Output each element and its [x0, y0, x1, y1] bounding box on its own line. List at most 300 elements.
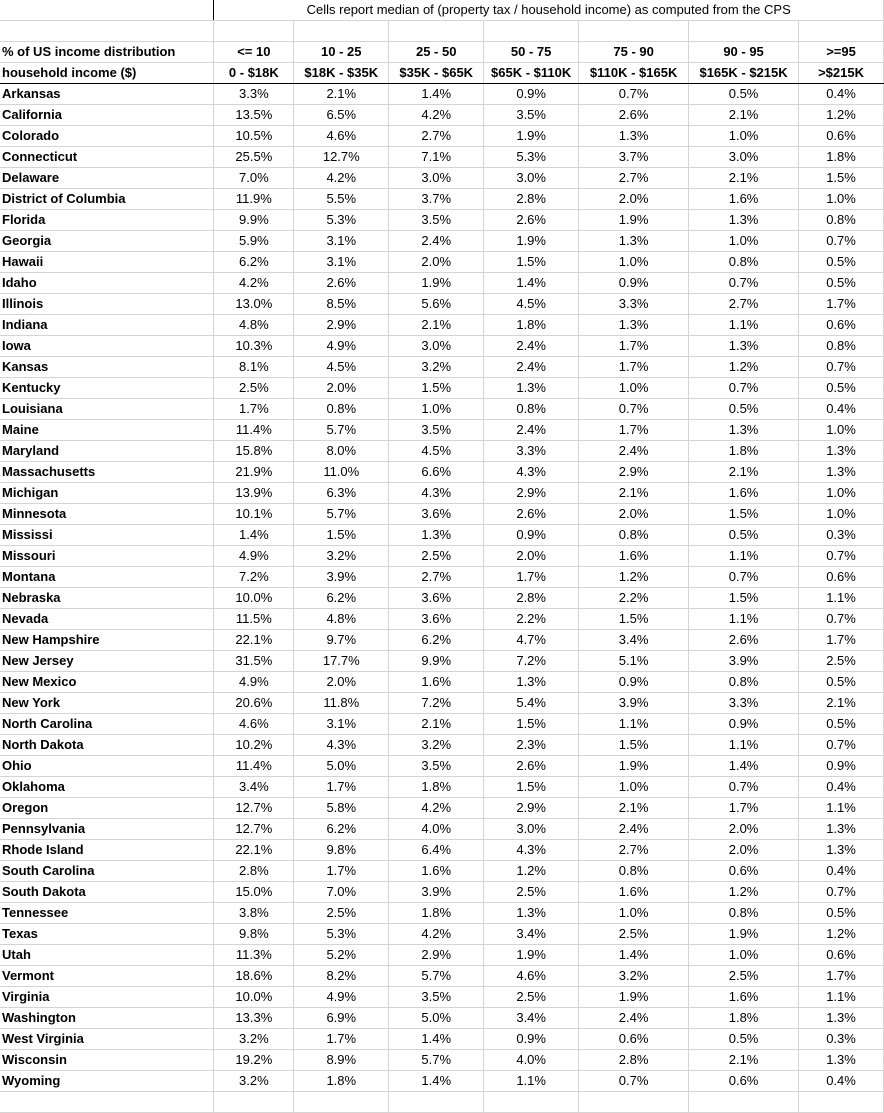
value-cell[interactable]: 3.3% [484, 441, 579, 462]
value-cell[interactable]: 5.7% [294, 420, 389, 441]
value-cell[interactable]: 5.4% [484, 693, 579, 714]
value-cell[interactable]: 1.3% [689, 420, 799, 441]
value-cell[interactable]: 1.3% [799, 462, 884, 483]
cell[interactable] [0, 21, 214, 42]
state-name-cell[interactable]: Montana [0, 567, 214, 588]
value-cell[interactable]: 4.7% [484, 630, 579, 651]
header-cell[interactable]: $110K - $165K [579, 63, 689, 84]
value-cell[interactable]: 0.5% [799, 273, 884, 294]
value-cell[interactable]: 2.3% [484, 735, 579, 756]
value-cell[interactable]: 1.4% [389, 84, 484, 105]
header-cell[interactable]: $18K - $35K [294, 63, 389, 84]
cell[interactable] [799, 1092, 884, 1113]
value-cell[interactable]: 8.9% [294, 1050, 389, 1071]
value-cell[interactable]: 2.1% [689, 1050, 799, 1071]
value-cell[interactable]: 1.8% [389, 903, 484, 924]
value-cell[interactable]: 1.0% [689, 126, 799, 147]
value-cell[interactable]: 3.6% [389, 588, 484, 609]
value-cell[interactable]: 8.5% [294, 294, 389, 315]
value-cell[interactable]: 15.0% [214, 882, 294, 903]
value-cell[interactable]: 1.6% [579, 882, 689, 903]
value-cell[interactable]: 0.8% [689, 672, 799, 693]
value-cell[interactable]: 1.2% [579, 567, 689, 588]
value-cell[interactable]: 3.0% [389, 168, 484, 189]
value-cell[interactable]: 11.3% [214, 945, 294, 966]
state-name-cell[interactable]: Oklahoma [0, 777, 214, 798]
value-cell[interactable]: 10.0% [214, 987, 294, 1008]
value-cell[interactable]: 3.9% [294, 567, 389, 588]
value-cell[interactable]: 1.1% [689, 735, 799, 756]
value-cell[interactable]: 1.7% [579, 357, 689, 378]
value-cell[interactable]: 1.6% [389, 861, 484, 882]
value-cell[interactable]: 0.9% [689, 714, 799, 735]
value-cell[interactable]: 1.5% [579, 735, 689, 756]
value-cell[interactable]: 2.6% [484, 504, 579, 525]
value-cell[interactable]: 1.8% [799, 147, 884, 168]
value-cell[interactable]: 5.7% [389, 966, 484, 987]
value-cell[interactable]: 1.3% [484, 378, 579, 399]
state-name-cell[interactable]: New Mexico [0, 672, 214, 693]
value-cell[interactable]: 10.5% [214, 126, 294, 147]
cell[interactable] [579, 21, 689, 42]
value-cell[interactable]: 17.7% [294, 651, 389, 672]
value-cell[interactable]: 10.0% [214, 588, 294, 609]
value-cell[interactable]: 2.4% [484, 420, 579, 441]
value-cell[interactable]: 9.9% [214, 210, 294, 231]
value-cell[interactable]: 0.6% [799, 126, 884, 147]
value-cell[interactable]: 0.5% [799, 252, 884, 273]
value-cell[interactable]: 4.9% [214, 546, 294, 567]
cell[interactable] [689, 21, 799, 42]
value-cell[interactable]: 10.3% [214, 336, 294, 357]
value-cell[interactable]: 1.1% [799, 588, 884, 609]
state-name-cell[interactable]: Vermont [0, 966, 214, 987]
value-cell[interactable]: 5.3% [294, 210, 389, 231]
value-cell[interactable]: 1.6% [689, 987, 799, 1008]
state-name-cell[interactable]: Hawaii [0, 252, 214, 273]
value-cell[interactable]: 3.3% [579, 294, 689, 315]
value-cell[interactable]: 0.3% [799, 1029, 884, 1050]
value-cell[interactable]: 4.2% [214, 273, 294, 294]
cell[interactable] [689, 1092, 799, 1113]
value-cell[interactable]: 1.9% [389, 273, 484, 294]
value-cell[interactable]: 2.1% [389, 315, 484, 336]
value-cell[interactable]: 3.7% [579, 147, 689, 168]
state-name-cell[interactable]: Oregon [0, 798, 214, 819]
value-cell[interactable]: 3.4% [214, 777, 294, 798]
value-cell[interactable]: 1.0% [799, 504, 884, 525]
table-caption[interactable]: Cells report median of (property tax / household income) as computed from the CPS [214, 0, 884, 21]
value-cell[interactable]: 0.7% [799, 546, 884, 567]
value-cell[interactable]: 0.9% [484, 525, 579, 546]
value-cell[interactable]: 1.5% [579, 609, 689, 630]
value-cell[interactable]: 11.0% [294, 462, 389, 483]
cell[interactable] [294, 21, 389, 42]
value-cell[interactable]: 1.3% [389, 525, 484, 546]
state-name-cell[interactable]: New York [0, 693, 214, 714]
value-cell[interactable]: 0.5% [799, 714, 884, 735]
value-cell[interactable]: 3.5% [484, 105, 579, 126]
value-cell[interactable]: 4.3% [389, 483, 484, 504]
state-name-cell[interactable]: Mississi [0, 525, 214, 546]
value-cell[interactable]: 0.4% [799, 861, 884, 882]
value-cell[interactable]: 2.5% [484, 987, 579, 1008]
value-cell[interactable]: 3.0% [484, 168, 579, 189]
value-cell[interactable]: 5.9% [214, 231, 294, 252]
value-cell[interactable]: 4.9% [214, 672, 294, 693]
value-cell[interactable]: 22.1% [214, 630, 294, 651]
value-cell[interactable]: 10.1% [214, 504, 294, 525]
value-cell[interactable]: 4.2% [389, 798, 484, 819]
value-cell[interactable]: 1.4% [389, 1071, 484, 1092]
value-cell[interactable]: 4.5% [389, 441, 484, 462]
value-cell[interactable]: 3.2% [389, 357, 484, 378]
value-cell[interactable]: 1.3% [484, 672, 579, 693]
value-cell[interactable]: 0.8% [689, 903, 799, 924]
value-cell[interactable]: 5.0% [389, 1008, 484, 1029]
value-cell[interactable]: 2.1% [294, 84, 389, 105]
value-cell[interactable]: 1.7% [294, 861, 389, 882]
value-cell[interactable]: 4.2% [389, 924, 484, 945]
value-cell[interactable]: 1.3% [689, 336, 799, 357]
state-name-cell[interactable]: Illinois [0, 294, 214, 315]
state-name-cell[interactable]: Utah [0, 945, 214, 966]
value-cell[interactable]: 2.2% [484, 609, 579, 630]
value-cell[interactable]: 0.8% [294, 399, 389, 420]
value-cell[interactable]: 2.6% [484, 756, 579, 777]
value-cell[interactable]: 1.6% [689, 483, 799, 504]
state-name-cell[interactable]: Michigan [0, 483, 214, 504]
value-cell[interactable]: 1.8% [689, 1008, 799, 1029]
value-cell[interactable]: 2.9% [579, 462, 689, 483]
value-cell[interactable]: 2.0% [689, 819, 799, 840]
value-cell[interactable]: 6.4% [389, 840, 484, 861]
value-cell[interactable]: 1.0% [579, 903, 689, 924]
value-cell[interactable]: 2.8% [484, 189, 579, 210]
state-name-cell[interactable]: North Dakota [0, 735, 214, 756]
value-cell[interactable]: 0.8% [799, 210, 884, 231]
value-cell[interactable]: 0.6% [689, 861, 799, 882]
value-cell[interactable]: 3.6% [389, 609, 484, 630]
value-cell[interactable]: 0.5% [689, 525, 799, 546]
state-name-cell[interactable]: Missouri [0, 546, 214, 567]
value-cell[interactable]: 2.2% [579, 588, 689, 609]
value-cell[interactable]: 22.1% [214, 840, 294, 861]
value-cell[interactable]: 1.3% [484, 903, 579, 924]
value-cell[interactable]: 1.9% [484, 945, 579, 966]
value-cell[interactable]: 1.7% [294, 777, 389, 798]
value-cell[interactable]: 1.5% [389, 378, 484, 399]
value-cell[interactable]: 1.2% [689, 357, 799, 378]
header-cell[interactable]: $65K - $110K [484, 63, 579, 84]
state-name-cell[interactable]: District of Columbia [0, 189, 214, 210]
value-cell[interactable]: 1.0% [799, 483, 884, 504]
value-cell[interactable]: 0.7% [579, 84, 689, 105]
value-cell[interactable]: 2.1% [579, 798, 689, 819]
value-cell[interactable]: 0.3% [799, 525, 884, 546]
value-cell[interactable]: 1.2% [799, 105, 884, 126]
state-name-cell[interactable]: Washington [0, 1008, 214, 1029]
value-cell[interactable]: 5.7% [389, 1050, 484, 1071]
value-cell[interactable]: 5.0% [294, 756, 389, 777]
header-cell[interactable]: $35K - $65K [389, 63, 484, 84]
value-cell[interactable]: 1.5% [689, 504, 799, 525]
value-cell[interactable]: 4.2% [389, 105, 484, 126]
value-cell[interactable]: 3.4% [484, 924, 579, 945]
value-cell[interactable]: 11.4% [214, 420, 294, 441]
header-cell[interactable]: 90 - 95 [689, 42, 799, 63]
state-name-cell[interactable]: New Hampshire [0, 630, 214, 651]
value-cell[interactable]: 20.6% [214, 693, 294, 714]
state-name-cell[interactable]: Ohio [0, 756, 214, 777]
value-cell[interactable]: 12.7% [294, 147, 389, 168]
value-cell[interactable]: 0.6% [799, 315, 884, 336]
value-cell[interactable]: 0.6% [799, 945, 884, 966]
value-cell[interactable]: 1.7% [799, 630, 884, 651]
value-cell[interactable]: 4.3% [484, 462, 579, 483]
value-cell[interactable]: 0.9% [484, 84, 579, 105]
value-cell[interactable]: 0.7% [579, 399, 689, 420]
value-cell[interactable]: 1.0% [389, 399, 484, 420]
value-cell[interactable]: 3.5% [389, 210, 484, 231]
value-cell[interactable]: 3.9% [389, 882, 484, 903]
value-cell[interactable]: 0.9% [799, 756, 884, 777]
value-cell[interactable]: 4.6% [214, 714, 294, 735]
value-cell[interactable]: 1.6% [579, 546, 689, 567]
cell[interactable] [799, 21, 884, 42]
value-cell[interactable]: 2.0% [579, 504, 689, 525]
value-cell[interactable]: 2.5% [689, 966, 799, 987]
value-cell[interactable]: 2.1% [689, 105, 799, 126]
value-cell[interactable]: 2.9% [389, 945, 484, 966]
value-cell[interactable]: 2.4% [579, 441, 689, 462]
value-cell[interactable]: 0.6% [689, 1071, 799, 1092]
value-cell[interactable]: 1.3% [799, 819, 884, 840]
value-cell[interactable]: 2.8% [484, 588, 579, 609]
value-cell[interactable]: 3.2% [389, 735, 484, 756]
value-cell[interactable]: 0.5% [799, 903, 884, 924]
value-cell[interactable]: 0.5% [799, 672, 884, 693]
value-cell[interactable]: 1.0% [799, 420, 884, 441]
state-name-cell[interactable]: Nevada [0, 609, 214, 630]
value-cell[interactable]: 2.5% [389, 546, 484, 567]
state-name-cell[interactable]: Rhode Island [0, 840, 214, 861]
value-cell[interactable]: 0.9% [579, 672, 689, 693]
value-cell[interactable]: 3.3% [214, 84, 294, 105]
header-cell[interactable]: % of US income distribution [0, 42, 214, 63]
state-name-cell[interactable]: Iowa [0, 336, 214, 357]
value-cell[interactable]: 0.5% [799, 378, 884, 399]
value-cell[interactable]: 1.3% [579, 315, 689, 336]
value-cell[interactable]: 8.2% [294, 966, 389, 987]
value-cell[interactable]: 3.9% [579, 693, 689, 714]
state-name-cell[interactable]: Louisiana [0, 399, 214, 420]
value-cell[interactable]: 0.4% [799, 777, 884, 798]
value-cell[interactable]: 4.6% [294, 126, 389, 147]
header-cell[interactable]: household income ($) [0, 63, 214, 84]
value-cell[interactable]: 3.8% [214, 903, 294, 924]
value-cell[interactable]: 11.4% [214, 756, 294, 777]
cell[interactable] [389, 1092, 484, 1113]
header-cell[interactable]: 25 - 50 [389, 42, 484, 63]
value-cell[interactable]: 0.7% [689, 273, 799, 294]
state-name-cell[interactable]: Texas [0, 924, 214, 945]
value-cell[interactable]: 0.6% [579, 1029, 689, 1050]
value-cell[interactable]: 0.6% [799, 567, 884, 588]
value-cell[interactable]: 6.2% [294, 588, 389, 609]
value-cell[interactable]: 2.5% [294, 903, 389, 924]
cell[interactable] [214, 21, 294, 42]
value-cell[interactable]: 3.5% [389, 756, 484, 777]
value-cell[interactable]: 1.9% [579, 756, 689, 777]
value-cell[interactable]: 0.5% [689, 399, 799, 420]
value-cell[interactable]: 2.4% [579, 819, 689, 840]
state-name-cell[interactable]: California [0, 105, 214, 126]
value-cell[interactable]: 3.2% [294, 546, 389, 567]
value-cell[interactable]: 13.0% [214, 294, 294, 315]
value-cell[interactable]: 1.3% [799, 1050, 884, 1071]
state-name-cell[interactable]: Kansas [0, 357, 214, 378]
value-cell[interactable]: 1.1% [484, 1071, 579, 1092]
header-cell[interactable]: $165K - $215K [689, 63, 799, 84]
value-cell[interactable]: 8.0% [294, 441, 389, 462]
value-cell[interactable]: 1.9% [484, 126, 579, 147]
value-cell[interactable]: 21.9% [214, 462, 294, 483]
value-cell[interactable]: 4.6% [484, 966, 579, 987]
value-cell[interactable]: 11.5% [214, 609, 294, 630]
value-cell[interactable]: 3.6% [389, 504, 484, 525]
value-cell[interactable]: 3.3% [689, 693, 799, 714]
value-cell[interactable]: 1.7% [484, 567, 579, 588]
value-cell[interactable]: 1.4% [579, 945, 689, 966]
value-cell[interactable]: 5.3% [484, 147, 579, 168]
value-cell[interactable]: 2.4% [484, 336, 579, 357]
value-cell[interactable]: 9.8% [294, 840, 389, 861]
value-cell[interactable]: 1.0% [579, 777, 689, 798]
value-cell[interactable]: 7.2% [389, 693, 484, 714]
state-name-cell[interactable]: Wyoming [0, 1071, 214, 1092]
value-cell[interactable]: 1.2% [799, 924, 884, 945]
value-cell[interactable]: 1.5% [799, 168, 884, 189]
value-cell[interactable]: 2.0% [389, 252, 484, 273]
value-cell[interactable]: 2.1% [689, 462, 799, 483]
header-cell[interactable]: 0 - $18K [214, 63, 294, 84]
value-cell[interactable]: 3.5% [389, 987, 484, 1008]
value-cell[interactable]: 5.1% [579, 651, 689, 672]
value-cell[interactable]: 6.2% [214, 252, 294, 273]
value-cell[interactable]: 1.3% [799, 840, 884, 861]
cell[interactable] [0, 0, 214, 21]
cell[interactable] [484, 1092, 579, 1113]
value-cell[interactable]: 18.6% [214, 966, 294, 987]
value-cell[interactable]: 1.5% [484, 777, 579, 798]
value-cell[interactable]: 1.4% [389, 1029, 484, 1050]
state-name-cell[interactable]: Pennsylvania [0, 819, 214, 840]
value-cell[interactable]: 2.7% [689, 294, 799, 315]
value-cell[interactable]: 7.2% [214, 567, 294, 588]
value-cell[interactable]: 6.2% [294, 819, 389, 840]
value-cell[interactable]: 2.8% [579, 1050, 689, 1071]
value-cell[interactable]: 2.1% [579, 483, 689, 504]
value-cell[interactable]: 4.8% [294, 609, 389, 630]
value-cell[interactable]: 2.0% [484, 546, 579, 567]
state-name-cell[interactable]: Massachusetts [0, 462, 214, 483]
value-cell[interactable]: 13.9% [214, 483, 294, 504]
value-cell[interactable]: 3.2% [214, 1071, 294, 1092]
value-cell[interactable]: 3.4% [579, 630, 689, 651]
value-cell[interactable]: 0.7% [799, 231, 884, 252]
value-cell[interactable]: 0.7% [799, 882, 884, 903]
value-cell[interactable]: 4.5% [484, 294, 579, 315]
cell[interactable] [214, 1092, 294, 1113]
value-cell[interactable]: 0.8% [579, 861, 689, 882]
value-cell[interactable]: 4.3% [484, 840, 579, 861]
value-cell[interactable]: 2.7% [389, 126, 484, 147]
value-cell[interactable]: 2.7% [579, 168, 689, 189]
value-cell[interactable]: 2.6% [689, 630, 799, 651]
state-name-cell[interactable]: Idaho [0, 273, 214, 294]
value-cell[interactable]: 8.1% [214, 357, 294, 378]
value-cell[interactable]: 2.0% [294, 672, 389, 693]
header-cell[interactable]: 75 - 90 [579, 42, 689, 63]
state-name-cell[interactable]: Georgia [0, 231, 214, 252]
value-cell[interactable]: 1.7% [294, 1029, 389, 1050]
value-cell[interactable]: 1.3% [799, 1008, 884, 1029]
value-cell[interactable]: 1.0% [799, 189, 884, 210]
value-cell[interactable]: 2.9% [484, 798, 579, 819]
value-cell[interactable]: 9.8% [214, 924, 294, 945]
value-cell[interactable]: 13.3% [214, 1008, 294, 1029]
value-cell[interactable]: 1.3% [689, 210, 799, 231]
value-cell[interactable]: 1.0% [689, 231, 799, 252]
value-cell[interactable]: 1.0% [579, 252, 689, 273]
state-name-cell[interactable]: North Carolina [0, 714, 214, 735]
cell[interactable] [0, 1092, 214, 1113]
value-cell[interactable]: 13.5% [214, 105, 294, 126]
value-cell[interactable]: 2.0% [689, 840, 799, 861]
value-cell[interactable]: 2.6% [484, 210, 579, 231]
value-cell[interactable]: 1.5% [484, 714, 579, 735]
state-name-cell[interactable]: Maine [0, 420, 214, 441]
value-cell[interactable]: 0.7% [689, 378, 799, 399]
state-name-cell[interactable]: South Carolina [0, 861, 214, 882]
value-cell[interactable]: 4.2% [294, 168, 389, 189]
value-cell[interactable]: 1.9% [484, 231, 579, 252]
value-cell[interactable]: 7.2% [484, 651, 579, 672]
value-cell[interactable]: 2.4% [389, 231, 484, 252]
state-name-cell[interactable]: Arkansas [0, 84, 214, 105]
value-cell[interactable]: 1.5% [689, 588, 799, 609]
header-cell[interactable]: <= 10 [214, 42, 294, 63]
value-cell[interactable]: 1.2% [689, 882, 799, 903]
value-cell[interactable]: 5.2% [294, 945, 389, 966]
value-cell[interactable]: 11.8% [294, 693, 389, 714]
value-cell[interactable]: 1.7% [214, 399, 294, 420]
value-cell[interactable]: 2.1% [799, 693, 884, 714]
value-cell[interactable]: 1.8% [484, 315, 579, 336]
state-name-cell[interactable]: Nebraska [0, 588, 214, 609]
value-cell[interactable]: 5.6% [389, 294, 484, 315]
value-cell[interactable]: 2.5% [799, 651, 884, 672]
value-cell[interactable]: 3.1% [294, 714, 389, 735]
state-name-cell[interactable]: West Virginia [0, 1029, 214, 1050]
value-cell[interactable]: 2.4% [484, 357, 579, 378]
value-cell[interactable]: 0.7% [799, 357, 884, 378]
value-cell[interactable]: 0.7% [799, 609, 884, 630]
value-cell[interactable]: 1.6% [689, 189, 799, 210]
value-cell[interactable]: 1.3% [579, 231, 689, 252]
header-cell[interactable]: >$215K [799, 63, 884, 84]
